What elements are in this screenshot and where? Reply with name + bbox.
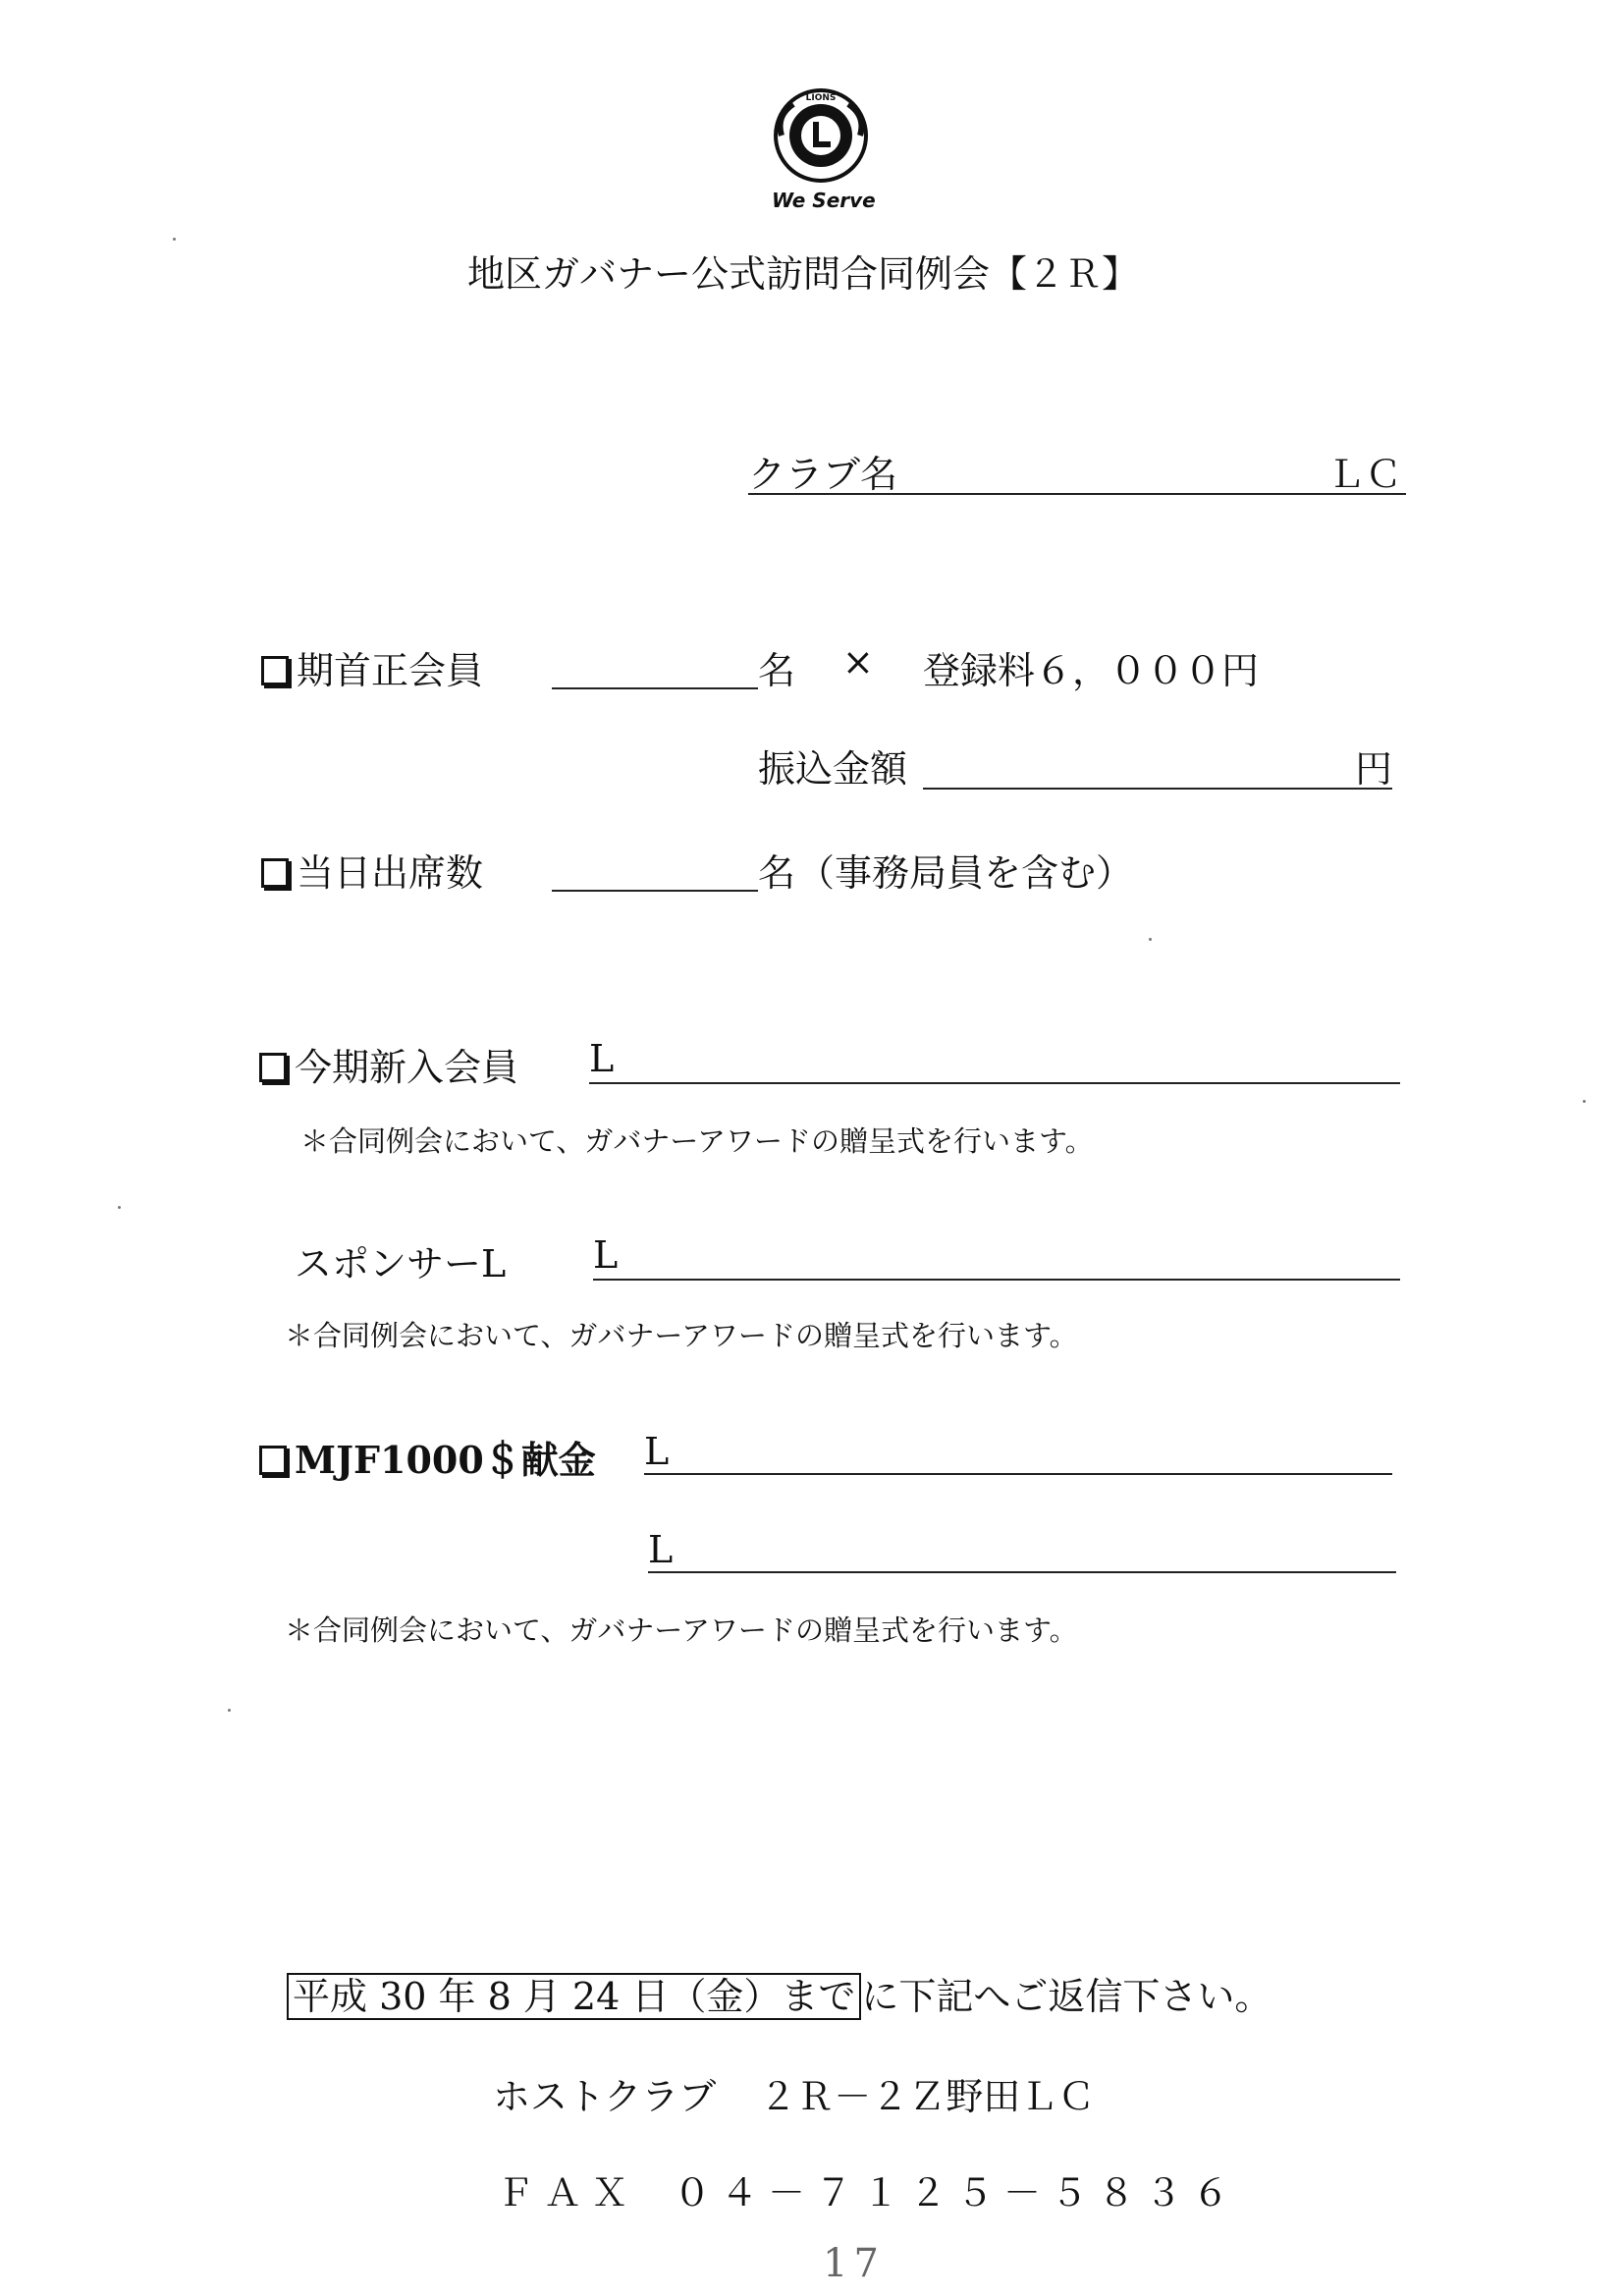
mjf-field-2[interactable] — [648, 1571, 1396, 1573]
mjf-field-1[interactable] — [644, 1473, 1392, 1475]
sponsor-prefix: L — [593, 1233, 619, 1277]
transfer-amount-field[interactable] — [923, 788, 1392, 790]
transfer-unit: 円 — [1355, 747, 1393, 791]
sponsor-note: ＊合同例会において、ガバナーアワードの贈呈式を行います。 — [285, 1319, 1078, 1352]
times-sign: × — [842, 640, 874, 683]
scan-speck — [228, 1709, 231, 1712]
registration-fee: 登録料６，０００円 — [923, 649, 1260, 692]
page-title: 地区ガバナー公式訪問合同例会【２Ｒ】 — [467, 252, 1140, 296]
attendance-count-field[interactable] — [552, 890, 758, 892]
new-members-prefix: L — [589, 1037, 615, 1080]
attendance-row — [261, 843, 483, 897]
page-number: 17 — [823, 2241, 885, 2286]
members-label: 期首正会員 — [297, 649, 484, 692]
fax-number: ０４－７１２５－５８３６ — [674, 2171, 1240, 2214]
fax-label: ＦＡＸ — [497, 2171, 639, 2214]
new-members-field[interactable] — [589, 1082, 1400, 1084]
sponsor-label: スポンサーL — [295, 1242, 507, 1285]
host-club — [493, 2066, 1095, 2120]
slogan: We Serve — [772, 189, 876, 212]
scan-speck — [1583, 1100, 1586, 1103]
attendance-note: （事務局員を含む） — [797, 851, 1134, 895]
transfer-label: 振込金額 — [758, 747, 908, 791]
members-count-field[interactable] — [552, 687, 758, 689]
members-unit: 名 — [758, 649, 796, 692]
fax — [497, 2162, 1239, 2216]
mjf-label: MJF1000＄献金 — [295, 1438, 596, 1482]
mjf-row — [259, 1430, 596, 1484]
scan-speck — [173, 238, 176, 241]
members-row — [261, 640, 483, 694]
scan-speck — [118, 1206, 121, 1209]
new-members-label: 今期新入会員 — [295, 1046, 519, 1089]
deadline — [287, 1966, 1271, 2020]
host-club-label: ホストクラブ — [493, 2075, 717, 2118]
mjf-note: ＊合同例会において、ガバナーアワードの贈呈式を行います。 — [285, 1613, 1078, 1647]
mjf-prefix-1: L — [644, 1430, 670, 1473]
lions-logo-icon — [772, 86, 870, 185]
attendance-unit: 名 — [758, 851, 796, 895]
mjf-prefix-2: L — [648, 1528, 674, 1571]
new-members-row — [259, 1037, 518, 1091]
club-name-suffix: ＬＣ — [1327, 453, 1403, 496]
mjf-checkbox[interactable] — [259, 1446, 287, 1475]
new-members-checkbox[interactable] — [259, 1053, 287, 1082]
club-name-label: クラブ名 — [748, 453, 898, 496]
members-checkbox[interactable] — [261, 656, 289, 685]
scan-speck — [1149, 938, 1152, 941]
attendance-checkbox[interactable] — [261, 858, 289, 888]
host-club-name: ２Ｒ－２Ｚ野田ＬＣ — [759, 2075, 1096, 2118]
deadline-rest: に下記へご返信下さい。 — [861, 1975, 1272, 2018]
deadline-date: 平成 30 年 8 月 24 日（金）まで — [287, 1973, 861, 2020]
svg-text:LIONS: LIONS — [805, 93, 837, 103]
club-name-field[interactable] — [748, 493, 1406, 495]
sponsor-field[interactable] — [593, 1279, 1400, 1281]
new-members-note: ＊合同例会において、ガバナーアワードの贈呈式を行います。 — [300, 1124, 1094, 1158]
attendance-label: 当日出席数 — [297, 851, 484, 895]
